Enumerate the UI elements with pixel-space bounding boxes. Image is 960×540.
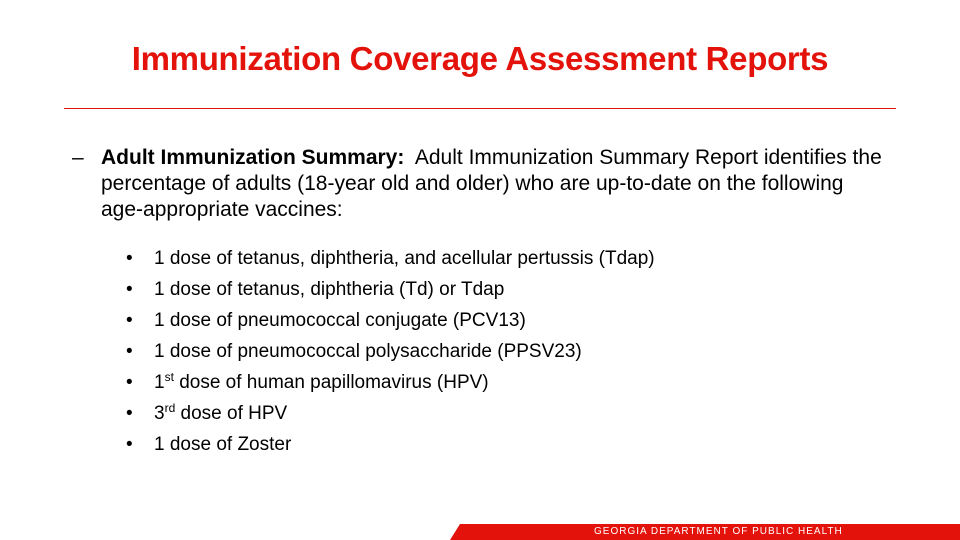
- list-item: [126, 398, 655, 429]
- bullet-dot: •: [126, 341, 133, 362]
- bullet-dot: •: [126, 434, 133, 455]
- item-body: Adult Immunization Summary Report identifies the percentage of adults (18-year old and older) who are up-to-date on the following age-appropriate vaccines:: [101, 146, 882, 221]
- slide-title: Immunization Coverage Assessment Reports: [131, 40, 829, 77]
- vaccine-label-number: 1: [154, 372, 165, 393]
- vaccine-label: 1 dose of tetanus, diphtheria, and acellular pertussis (Tdap): [154, 248, 655, 269]
- list-item: [126, 336, 655, 367]
- ordinal-suffix: rd: [164, 401, 176, 415]
- item-heading: Adult Immunization Summary:: [101, 146, 405, 169]
- footer-org-name: GEORGIA DEPARTMENT OF PUBLIC HEALTH: [594, 526, 843, 537]
- list-item: [126, 429, 655, 460]
- dash-marker: –: [72, 146, 84, 169]
- vaccine-label: dose of HPV: [175, 403, 288, 424]
- adult-summary-item: [72, 145, 882, 223]
- bullet-dot: •: [126, 310, 133, 331]
- vaccine-label-number: 3: [154, 403, 165, 424]
- bullet-dot: •: [126, 372, 133, 393]
- vaccine-label: 1 dose of pneumococcal polysaccharide (PPSV23): [154, 341, 582, 362]
- ordinal-suffix: st: [164, 370, 174, 384]
- bullet-dot: •: [126, 248, 133, 269]
- vaccine-label: 1 dose of tetanus, diphtheria (Td) or Tdap: [154, 279, 505, 300]
- adult-summary-text: [101, 145, 882, 223]
- list-item: [126, 367, 655, 398]
- bullet-dot: •: [126, 279, 133, 300]
- vaccine-label: 1 dose of pneumococcal conjugate (PCV13): [154, 310, 526, 331]
- list-item: [126, 243, 655, 274]
- bullet-dot: •: [126, 403, 133, 424]
- vaccine-list: [126, 243, 655, 460]
- vaccine-label: dose of human papillomavirus (HPV): [173, 372, 489, 393]
- vaccine-label: 1 dose of Zoster: [154, 434, 292, 455]
- title-divider: [64, 108, 896, 109]
- list-item: [126, 274, 655, 305]
- list-item: [126, 305, 655, 336]
